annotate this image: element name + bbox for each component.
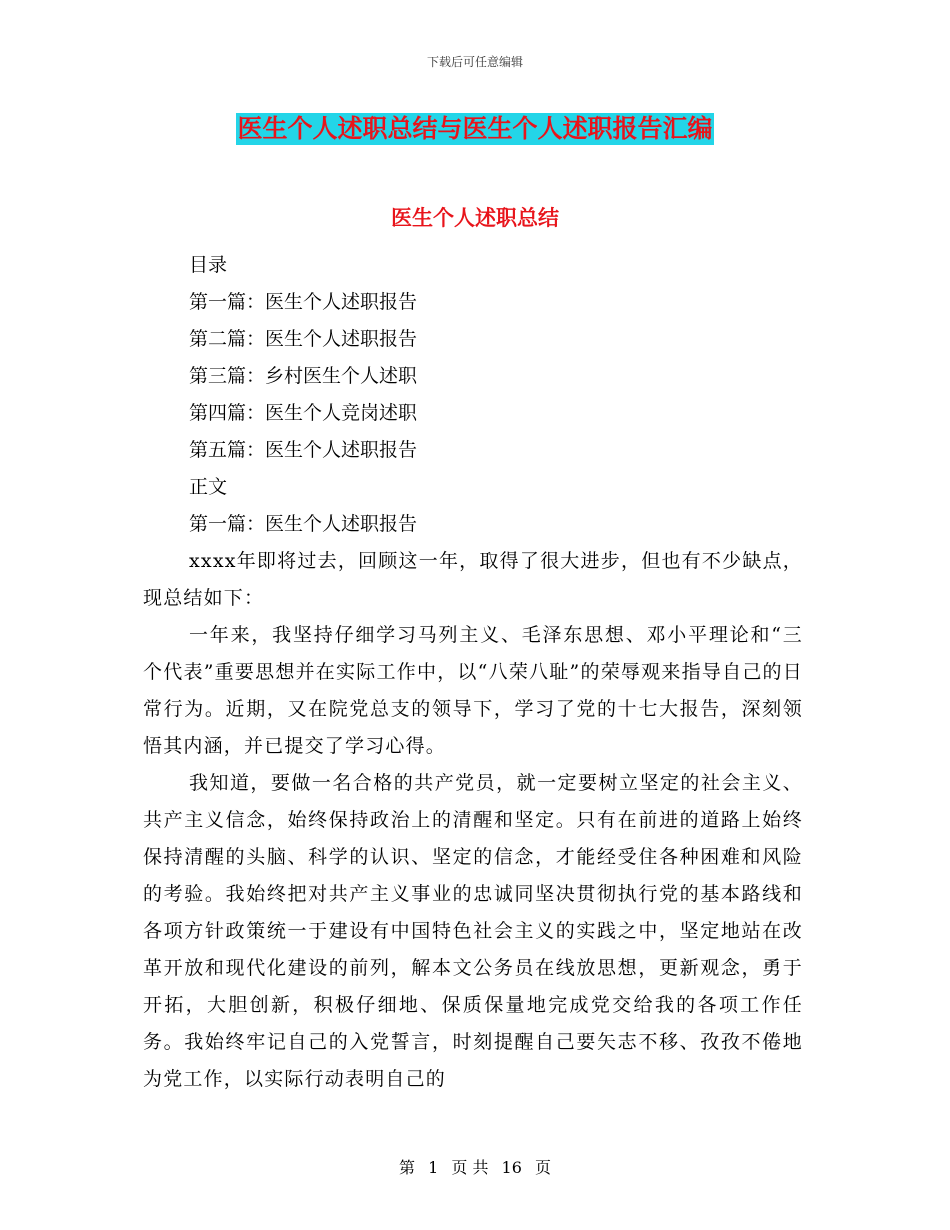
footer-total-pages: 16 [501, 1158, 522, 1177]
footer-suffix: 页 [535, 1158, 552, 1177]
main-title: 医生个人述职总结与医生个人述职报告汇编 [237, 114, 713, 143]
paragraph: 我知道，要做一名合格的共产党员，就一定要树立坚定的社会主义、共产主义信念，始终保持政治上的清醒和坚定。只有在前进的道路上始终保持清醒的头脑、科学的认识、坚定的信念，才能经受住各种困难和风险的考验。我始终把对共产主义事业的忠诚同坚决贯彻执行党的基本路线和各项方针政策统一于建设有中国特色社会主义的实践之中，坚定地站在改革开放和现代化建设的前列，解本文公务员在线放思想，更新观念，勇于开拓，大胆创新，积极仔细地、保质保量地完成党交给我的各项工作任务。我始终牢记自己的入党誓言，时刻提醒自己要矢志不移、孜孜不倦地为党工作，以实际行动表明自己的 [143, 772, 803, 1090]
toc-item: 第五篇：医生个人述职报告 [189, 439, 418, 461]
footer-middle: 页 共 [451, 1158, 489, 1177]
page-footer [0, 1155, 950, 1178]
body-heading: 正文 [189, 476, 228, 498]
toc-heading: 目录 [189, 254, 228, 276]
toc-item: 第三篇：乡村医生个人述职 [189, 365, 418, 387]
toc-item: 第四篇：医生个人竞岗述职 [189, 402, 418, 424]
toc-item: 第一篇：医生个人述职报告 [189, 291, 418, 313]
footer-page-number: 1 [428, 1158, 439, 1177]
main-title-container [0, 113, 950, 145]
section-title: 第一篇：医生个人述职报告 [189, 513, 418, 535]
toc-item: 第二篇：医生个人述职报告 [189, 328, 418, 350]
header-note: 下载后可任意编辑 [426, 55, 523, 69]
document-body [143, 247, 803, 1098]
paragraph: xxxx年即将过去，回顾这一年，取得了很大进步，但也有不少缺点，现总结如下： [143, 550, 803, 609]
footer-prefix: 第 [398, 1158, 415, 1177]
sub-title: 医生个人述职总结 [391, 206, 559, 230]
paragraph: 一年来，我坚持仔细学习马列主义、毛泽东思想、邓小平理论和“三个代表”重要思想并在实际工作中，以“八荣八耻”的荣辱观来指导自己的日常行为。近期，又在院党总支的领导下，学习了党的十七大报告，深刻领悟其内涵，并已提交了学习心得。 [143, 624, 803, 757]
